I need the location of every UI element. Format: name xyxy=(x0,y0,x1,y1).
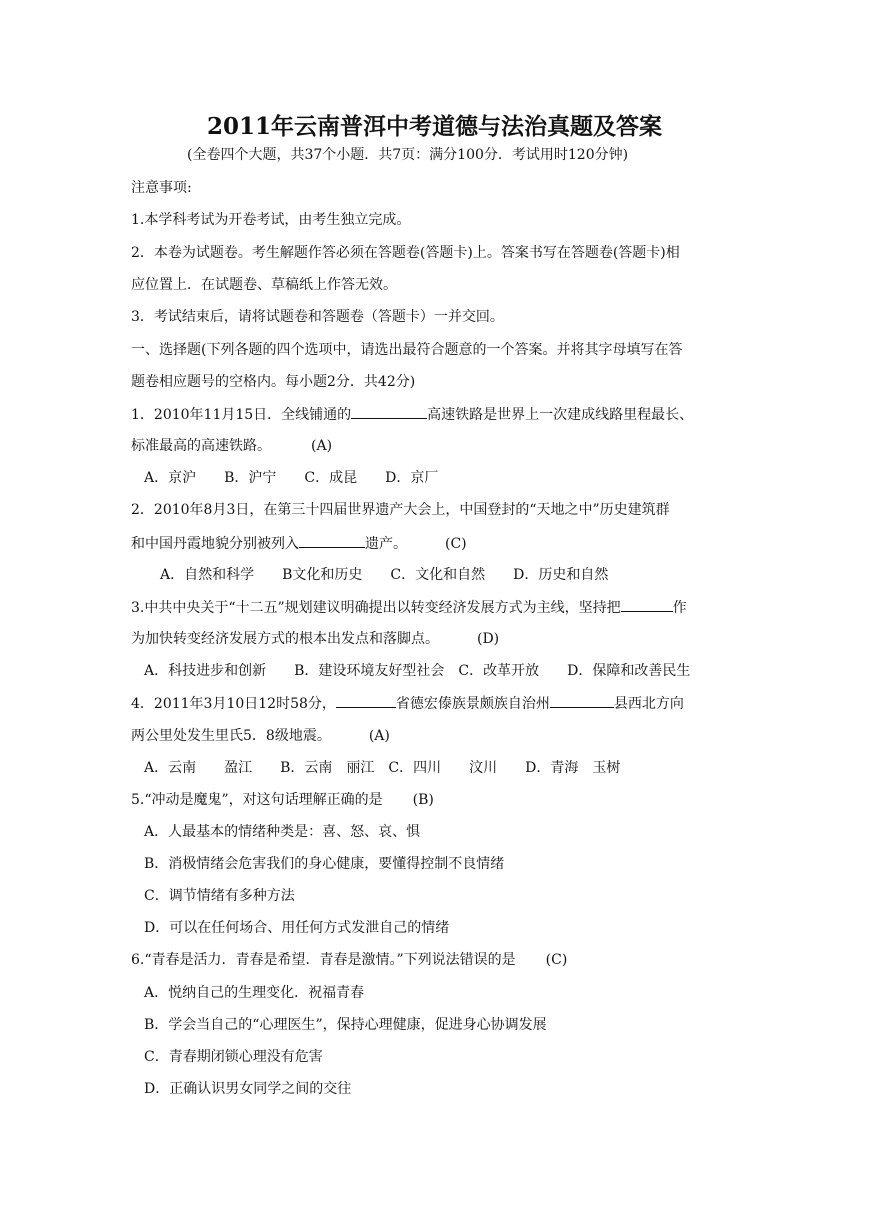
question-text: 为加快转变经济发展方式的根本出发点和落脚点。 xyxy=(131,631,439,647)
question-text: 作 xyxy=(672,600,687,616)
question-text: 4．2011年3月10日12时58分， xyxy=(131,696,336,712)
question-text: 县西北方向 xyxy=(613,696,684,712)
notice-heading: 注意事项: xyxy=(131,180,192,196)
option-item: C．青春期闭锁心理没有危害 xyxy=(144,1049,323,1065)
question-4-line-2 xyxy=(131,726,390,746)
answer-key: (C) xyxy=(445,536,467,552)
question-4 xyxy=(131,693,684,714)
answer-key: (A) xyxy=(311,438,333,454)
question-2: 2．2010年8月3日，在第三十四届世界遗产大会上，中国登封的“天地之中”历史建筑群 xyxy=(131,502,670,518)
option-item: A．人最基本的情绪种类是：喜、怒、哀、惧 xyxy=(144,824,421,840)
notice-line: 3．考试结束后，请将试题卷和答题卷（答题卡）一并交回。 xyxy=(131,309,504,325)
option-item: D．可以在任何场合、用任何方式发泄自己的情绪 xyxy=(144,920,450,936)
question-2-line-2 xyxy=(131,533,467,554)
answer-blank xyxy=(351,404,427,419)
subtitle: (全卷四个大题，共37个小题．共7页：满分100分．考试用时120分钟) xyxy=(187,147,629,163)
option-item: C．调节情绪有多种方法 xyxy=(144,888,295,904)
question-6 xyxy=(131,950,567,970)
options-row: A．京沪 B．沪宁 C．成昆 D．京厂 xyxy=(144,470,439,486)
option-item: D．正确认识男女同学之间的交往 xyxy=(144,1081,352,1097)
answer-key: (A) xyxy=(368,728,390,744)
notice-line: 1.本学科考试为开卷考试，由考生独立完成。 xyxy=(131,212,411,228)
option-item: A．悦纳自己的生理变化．祝福青春 xyxy=(144,985,365,1001)
option-item: B．消极情绪会危害我们的身心健康，要懂得控制不良情绪 xyxy=(144,856,505,872)
options-row: A．自然和科学 B文化和历史 C．文化和自然 D．历史和自然 xyxy=(160,567,609,583)
question-text: 两公里处发生里氏5．8级地震。 xyxy=(131,728,331,744)
question-text: 高速铁路是世界上一次建成线路里程最长、 xyxy=(427,407,694,423)
section-instructions: 题卷相应题号的空格内。每小题2分．共42分) xyxy=(131,374,416,390)
answer-key: (B) xyxy=(412,792,434,808)
answer-blank xyxy=(336,693,396,708)
question-text: 遗产。 xyxy=(365,536,407,552)
question-5 xyxy=(131,790,434,810)
question-text: 省德宏傣族景颇族自治州 xyxy=(395,696,550,712)
notice-line: 2．本卷为试题卷。考生解题作答必须在答题卷(答题卡)上。答案书写在答题卷(答题卡)相 xyxy=(131,245,680,261)
answer-key: (C) xyxy=(545,952,568,968)
answer-blank xyxy=(299,533,365,548)
question-text: 6.“青春是活力．青春是希望．青春是激情。”下列说法错误的是 xyxy=(131,952,516,968)
question-3-line-2 xyxy=(131,629,499,649)
question-text: 和中国丹霞地貌分别被列入 xyxy=(131,536,299,552)
options-row: A．科技进步和创新 B．建设环境友好型社会 C．改革开放 D．保障和改善民生 xyxy=(144,663,691,679)
answer-blank xyxy=(550,693,614,708)
question-text: 3.中共中央关于“十二五”规划建议明确提出以转变经济发展方式为主线，坚持把 xyxy=(131,600,621,616)
answer-blank xyxy=(621,597,673,612)
section-instructions: 一、选择题(下列各题的四个选项中，请选出最符合题意的一个答案。并将其字母填写在答 xyxy=(131,342,683,358)
answer-key: (D) xyxy=(477,631,500,647)
question-text: 5.“冲动是魔鬼”，对这句话理解正确的是 xyxy=(131,792,383,808)
question-3 xyxy=(131,597,687,618)
question-1-line-2 xyxy=(131,436,332,456)
options-row: A．云南 盈江 B．云南 丽江 C．四川 汶川 D．青海 玉树 xyxy=(144,760,621,776)
question-text: 1．2010年11月15日．全线铺通的 xyxy=(131,407,352,423)
option-item: B．学会当自己的“心理医生”，保持心理健康，促进身心协调发展 xyxy=(144,1017,547,1033)
question-1 xyxy=(131,404,693,425)
notice-line: 应位置上．在试题卷、草稿纸上作答无效。 xyxy=(131,277,397,293)
question-text: 标准最高的高速铁路。 xyxy=(131,438,271,454)
page-title: 2011年云南普洱中考道德与法治真题及答案 xyxy=(206,113,662,140)
